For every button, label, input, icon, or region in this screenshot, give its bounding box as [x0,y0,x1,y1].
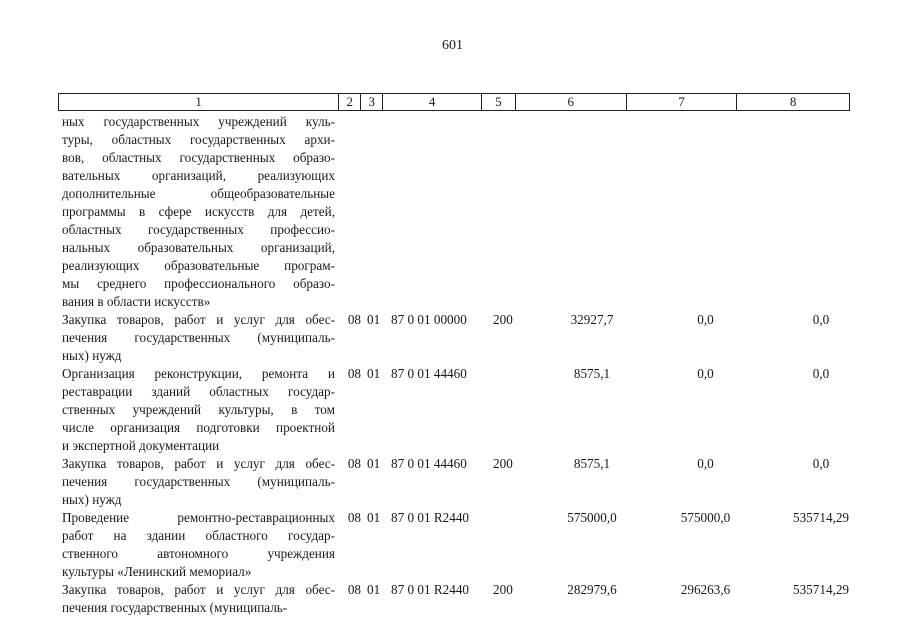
row-description [62,581,335,617]
description-line: печения государственных (муниципаль- [62,600,288,615]
description-line: числе организация подготовки проектной [62,420,335,435]
row-value-col8: 535714,29 [792,582,850,597]
header-col-1: 1 [59,94,339,110]
table-row [62,581,852,617]
row-csr [387,113,493,311]
description-line: туры, областных государственных архи- [62,132,335,147]
row-podrazdel [365,113,387,311]
row-description [62,455,335,509]
table-row [62,365,852,455]
row-value-col8: 0,0 [812,456,830,471]
description-line: Проведение ремонтно-реставрационных [62,510,335,525]
row-csr: 87 0 01 R2440 [391,510,470,525]
row-razdel: 08 [347,312,361,327]
header-col-6: 6 [516,94,627,110]
row-value-col6 [523,113,631,311]
table-header [58,93,850,111]
row-vr: 200 [493,582,513,597]
row-value-col7: 0,0 [697,312,714,327]
row-value-col6: 575000,0 [567,510,617,525]
header-col-3: 3 [361,94,383,110]
description-line: реализующих образовательные програм- [62,258,335,273]
description-line: и экспертной документации [62,438,220,453]
row-csr: 87 0 01 44460 [391,366,467,381]
row-description [62,365,335,455]
header-col-4: 4 [383,94,482,110]
description-line: печения государственных (муниципаль- [62,474,335,489]
row-value-col6: 282979,6 [567,582,617,597]
row-podrazdel: 01 [367,312,381,327]
page-number: 601 [442,38,463,53]
row-value-col8: 0,0 [812,312,830,327]
row-vr: 200 [493,312,513,327]
table-body [62,113,852,617]
description-line: Закупка товаров, работ и услуг для обес- [62,582,335,597]
row-vr [493,509,523,581]
row-csr: 87 0 01 44460 [391,456,467,471]
row-vr [493,365,523,455]
row-csr: 87 0 01 R2440 [391,582,470,597]
header-col-7: 7 [627,94,738,110]
table-row [62,455,852,509]
description-line: Организация реконструкции, ремонта и [62,366,335,381]
header-col-5: 5 [482,94,516,110]
description-line: печения государственных (муниципаль- [62,330,335,345]
row-vr [493,113,523,311]
row-value-col6: 32927,7 [570,312,614,327]
table-row [62,113,852,311]
row-podrazdel: 01 [367,366,381,381]
description-line: ных государственных учреждений куль- [62,114,335,129]
description-line: областных государственных профессио- [62,222,335,237]
description-line: вательных организаций, реализующих [62,168,335,183]
description-line: мы среднего профессионального образо- [62,276,335,291]
row-razdel: 08 [347,456,361,471]
description-line: ственного автономного учреждения [62,546,335,561]
description-line: вов, областных государственных образо- [62,150,335,165]
row-value-col7: 0,0 [697,366,714,381]
row-value-col8 [742,113,852,311]
description-line: Закупка товаров, работ и услуг для обес- [62,312,335,327]
row-podrazdel: 01 [367,510,381,525]
description-line: дополнительные общеобразовательные [62,186,335,201]
row-description [62,113,335,311]
row-value-col7: 296263,6 [680,582,731,597]
row-podrazdel: 01 [367,582,381,597]
header-col-2: 2 [339,94,361,110]
row-description [62,509,335,581]
description-line: программы в сфере искусств для детей, [62,204,335,219]
row-razdel: 08 [347,582,361,597]
description-line: реставрации зданий областных государ- [62,384,335,399]
description-line: ных) нужд [62,348,122,363]
row-value-col8: 0,0 [812,366,830,381]
description-line: ственных учреждений культуры, в том [62,402,335,417]
description-line: ных) нужд [62,492,122,507]
row-value-col7: 0,0 [697,456,714,471]
description-line: нальных образовательных организаций, [62,240,335,255]
row-razdel: 08 [347,510,361,525]
row-csr: 87 0 01 00000 [391,312,467,327]
description-line: культуры «Ленинский мемориал» [62,564,252,579]
description-line: Закупка товаров, работ и услуг для обес- [62,456,335,471]
row-razdel: 08 [347,366,361,381]
row-value-col7: 575000,0 [680,510,731,525]
row-value-col6: 8575,1 [573,456,611,471]
row-description [62,311,335,365]
row-podrazdel: 01 [367,456,381,471]
table-row [62,311,852,365]
description-line: работ на здании областного государ- [62,528,335,543]
row-value-col7 [631,113,742,311]
row-vr: 200 [493,456,513,471]
description-line: вания в области искусств» [62,294,211,309]
row-value-col8: 535714,29 [792,510,850,525]
row-razdel [343,113,365,311]
header-col-8: 8 [789,94,797,109]
row-value-col6: 8575,1 [573,366,611,381]
table-row [62,509,852,581]
